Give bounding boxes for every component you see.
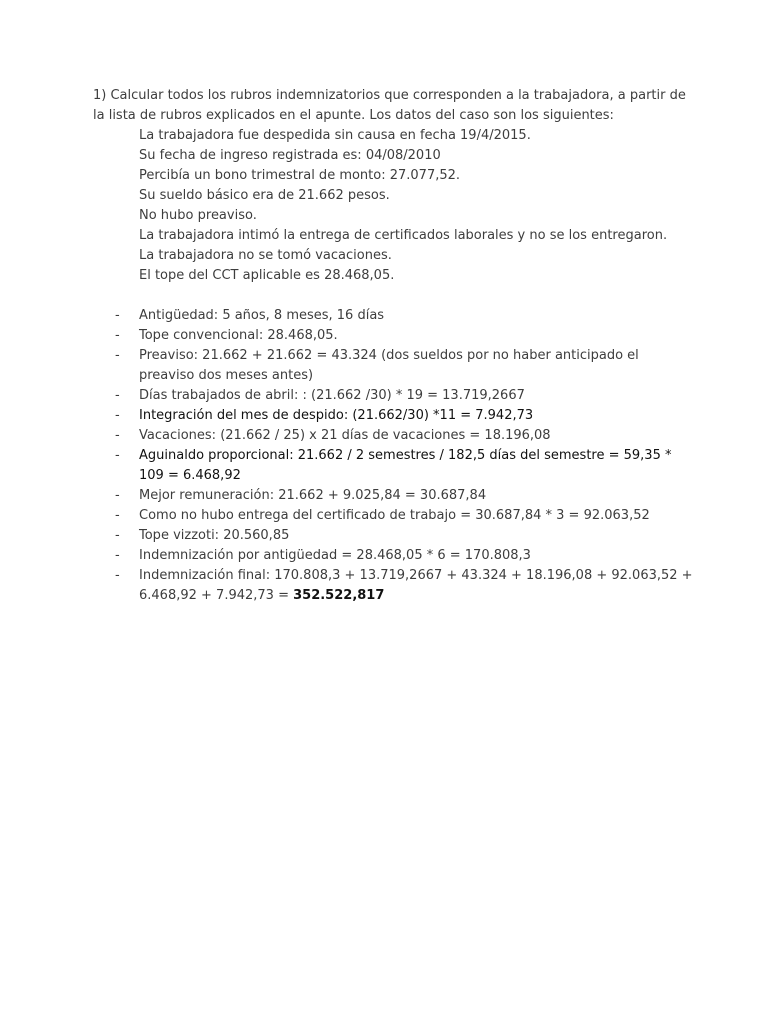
bullet-dash: - [115, 448, 120, 463]
case-fact: La trabajadora no se tomó vacaciones. [139, 248, 392, 263]
result-text: Como no hubo entrega del certificado de trabajo = 30.687,84 * 3 = 92.063,52 [139, 508, 650, 523]
result-text: Tope convencional: 28.468,05. [139, 328, 338, 343]
result-text: Indemnización final: 170.808,3 + 13.719,2667 + 43.324 + 18.196,08 + 92.063,52 + 6.468,92 + 7.942,73 = [139, 568, 693, 603]
result-item-aguinaldo [93, 446, 693, 486]
result-item-antiguedad [93, 306, 693, 326]
bullet-dash: - [115, 308, 120, 323]
bullet-dash: - [115, 348, 120, 363]
bullet-dash: - [115, 548, 120, 563]
result-item-indemnizacion-antiguedad [93, 546, 693, 566]
case-facts-list [93, 126, 693, 286]
bullet-dash: - [115, 528, 120, 543]
bullet-dash: - [115, 568, 120, 583]
exercise-statement [93, 86, 693, 126]
case-fact: Su sueldo básico era de 21.662 pesos. [139, 188, 390, 203]
calculation-results-list [93, 306, 693, 606]
bullet-dash: - [115, 388, 120, 403]
result-item-mejor-remuneracion [93, 486, 693, 506]
result-item-certificado [93, 506, 693, 526]
result-item-tope-vizzoti [93, 526, 693, 546]
result-text: Vacaciones: (21.662 / 25) x 21 días de vacaciones = 18.196,08 [139, 428, 551, 443]
result-text: Mejor remuneración: 21.662 + 9.025,84 = 30.687,84 [139, 488, 487, 503]
case-fact: Percibía un bono trimestral de monto: 27.077,52. [139, 168, 461, 183]
case-fact: No hubo preaviso. [139, 208, 257, 223]
case-fact: El tope del CCT aplicable es 28.468,05. [139, 268, 395, 283]
result-item-vacaciones [93, 426, 693, 446]
result-text: Preaviso: 21.662 + 21.662 = 43.324 (dos sueldos por no haber anticipado el preaviso dos meses antes) [139, 348, 639, 383]
bullet-dash: - [115, 328, 120, 343]
result-text: Antigüedad: 5 años, 8 meses, 16 días [139, 308, 385, 323]
document-page [93, 86, 693, 606]
result-item-dias-trabajados [93, 386, 693, 406]
result-item-indemnizacion-final [93, 566, 693, 606]
exercise-prompt: 1) Calcular todos los rubros indemnizatorios que corresponden a la trabajadora, a partir de la lista de rubros explicados en el apunte. Los datos del caso son los siguientes: [93, 88, 686, 123]
result-item-integracion [93, 406, 693, 426]
result-text: Indemnización por antigüedad = 28.468,05 * 6 = 170.808,3 [139, 548, 531, 563]
result-text: Tope vizzoti: 20.560,85 [139, 528, 290, 543]
bullet-dash: - [115, 408, 120, 423]
case-fact: Su fecha de ingreso registrada es: 04/08/2010 [139, 148, 441, 163]
result-item-preaviso [93, 346, 693, 386]
final-total: 352.522,817 [293, 588, 385, 603]
case-fact: La trabajadora fue despedida sin causa en fecha 19/4/2015. [139, 128, 531, 143]
case-fact: La trabajadora intimó la entrega de certificados laborales y no se los entregaron. [139, 228, 668, 243]
bullet-dash: - [115, 508, 120, 523]
result-item-tope-convencional [93, 326, 693, 346]
bullet-dash: - [115, 428, 120, 443]
result-text: Días trabajados de abril: : (21.662 /30) * 19 = 13.719,2667 [139, 388, 525, 403]
result-text: Integración del mes de despido: (21.662/30) *11 = 7.942,73 [139, 408, 534, 423]
result-text: Aguinaldo proporcional: 21.662 / 2 semestres / 182,5 días del semestre = 59,35 * 109 = 6.468,92 [139, 448, 672, 483]
bullet-dash: - [115, 488, 120, 503]
